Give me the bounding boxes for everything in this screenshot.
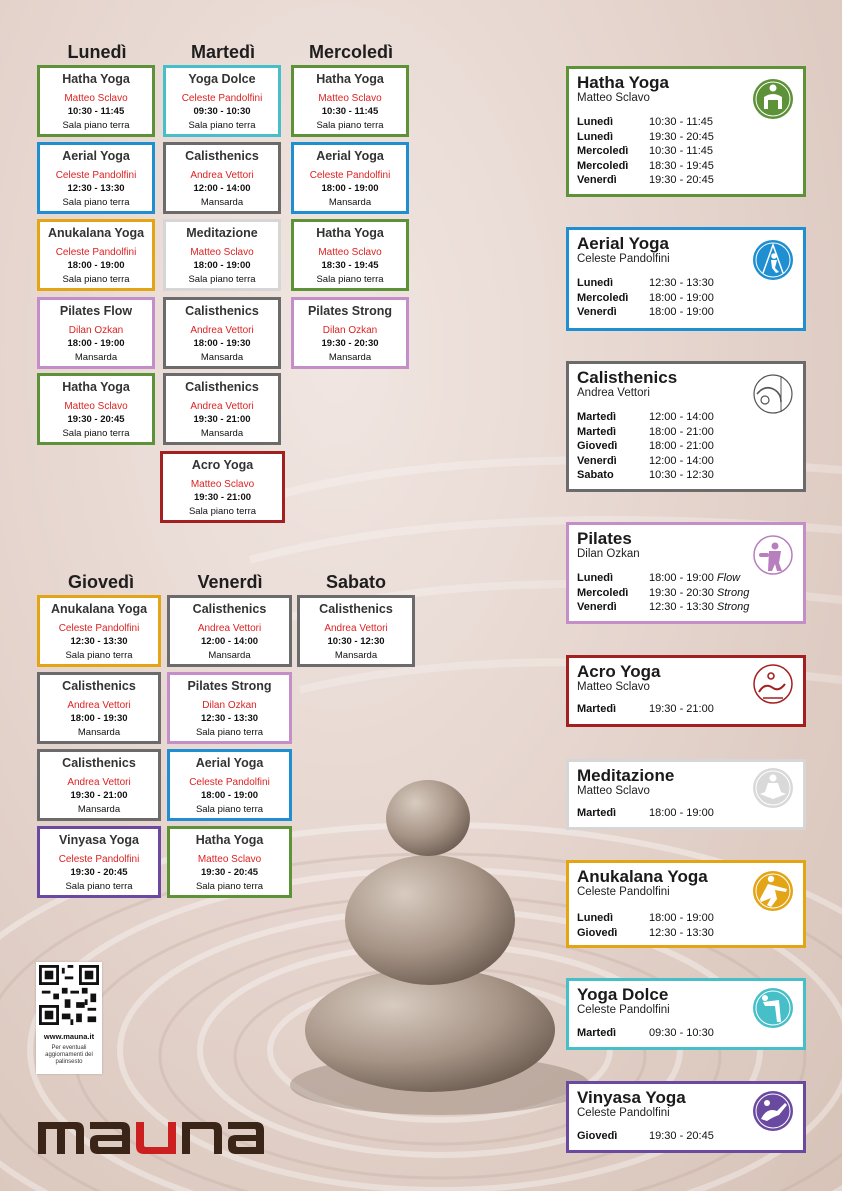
legend-time: 10:30 - 12:30 <box>649 469 714 481</box>
class-room: Mansarda <box>77 726 121 738</box>
class-teacher: Celeste Pandolfini <box>55 246 137 258</box>
legend-time: 12:30 - 13:30 <box>649 601 714 613</box>
acro-yoga-icon <box>751 662 795 706</box>
legend-day: Mercoledì <box>577 159 629 172</box>
legend-row <box>577 600 795 615</box>
class-title: Aerial Yoga <box>195 756 264 770</box>
class-title: Hatha Yoga <box>62 72 130 86</box>
class-room: Sala piano terra <box>65 880 133 892</box>
day-header-giovedi: Giovedì <box>67 572 134 592</box>
class-title: Calisthenics <box>62 679 136 693</box>
legend-card-hatha-yoga <box>566 66 806 197</box>
class-time: 18:00 - 19:00 <box>67 338 125 350</box>
class-time: 10:30 - 11:45 <box>321 106 379 118</box>
legend-title: Meditazione <box>577 766 675 785</box>
class-time: 12:30 - 13:30 <box>70 636 128 648</box>
pilates-icon <box>751 533 795 577</box>
legend-row <box>577 911 795 926</box>
class-card <box>163 373 281 445</box>
legend-teacher: Matteo Sclavo <box>577 681 650 693</box>
class-teacher: Andrea Vettori <box>190 400 254 412</box>
class-teacher: Matteo Sclavo <box>190 478 255 490</box>
legend-row <box>577 159 795 174</box>
meditation-icon <box>751 766 795 810</box>
legend-day: Mercoledì <box>577 291 629 304</box>
class-card <box>163 65 281 137</box>
class-card <box>291 297 409 369</box>
legend-day: Lunedì <box>577 116 614 128</box>
class-time: 18:30 - 19:45 <box>321 260 379 272</box>
class-card <box>37 373 155 445</box>
class-time: 12:30 - 13:30 <box>67 183 125 195</box>
legend-day: Lunedì <box>577 130 614 143</box>
legend-row <box>577 586 795 601</box>
class-title: Hatha Yoga <box>316 72 384 86</box>
legend-day: Lunedì <box>577 912 614 924</box>
class-room: Mansarda <box>200 427 244 439</box>
legend-row <box>577 291 795 306</box>
legend-day: Martedì <box>577 411 617 423</box>
class-room: Sala piano terra <box>188 505 257 517</box>
legend-day: Venerdì <box>577 306 617 318</box>
class-teacher: Dilan Ozkan <box>322 324 378 336</box>
class-room: Sala piano terra <box>62 119 130 131</box>
class-card <box>167 672 292 744</box>
class-card <box>167 749 292 821</box>
legend-note: Flow <box>716 572 741 584</box>
yoga-dolce-icon <box>751 986 795 1030</box>
class-teacher: Celeste Pandolfini <box>309 169 391 181</box>
class-title: Hatha Yoga <box>195 833 264 847</box>
class-title: Hatha Yoga <box>62 380 130 394</box>
class-time: 19:30 - 21:00 <box>70 790 128 802</box>
legend-teacher: Celeste Pandolfini <box>577 886 670 898</box>
legend-title: Aerial Yoga <box>577 234 669 253</box>
class-teacher: Celeste Pandolfini <box>58 622 140 634</box>
class-time: 18:00 - 19:00 <box>67 260 125 272</box>
legend-day: Sabato <box>577 469 614 481</box>
legend-time: 18:00 - 19:00 <box>649 306 714 318</box>
class-title: Aerial Yoga <box>62 149 130 163</box>
class-card <box>37 826 161 898</box>
class-teacher: Celeste Pandolfini <box>55 169 137 181</box>
class-room: Mansarda <box>208 649 251 661</box>
class-title: Meditazione <box>186 226 258 240</box>
class-teacher: Andrea Vettori <box>67 776 131 788</box>
class-time: 19:30 - 20:30 <box>321 338 379 350</box>
class-room: Mansarda <box>74 351 118 363</box>
day-header-lunedi: Lunedì <box>67 42 127 62</box>
class-card <box>37 142 155 214</box>
class-title: Calisthenics <box>62 756 136 770</box>
day-header-martedi: Martedì <box>190 42 255 62</box>
class-title: Aerial Yoga <box>316 149 384 163</box>
legend-teacher: Andrea Vettori <box>577 387 650 399</box>
legend-time: 19:30 - 21:00 <box>649 703 714 715</box>
legend-day: Giovedì <box>577 440 618 452</box>
legend-teacher: Celeste Pandolfini <box>577 253 670 265</box>
legend-title: Acro Yoga <box>577 662 661 681</box>
class-title: Yoga Dolce <box>188 72 256 86</box>
class-room: Mansarda <box>328 196 372 208</box>
class-time: 18:00 - 19:00 <box>200 790 259 802</box>
legend-day: Giovedì <box>577 1130 618 1142</box>
hatha-yoga-icon <box>751 77 795 121</box>
legend-card-pilates <box>566 522 806 624</box>
class-teacher: Celeste Pandolfini <box>58 853 140 865</box>
legend-time: 19:30 - 20:45 <box>649 130 714 143</box>
legend-row <box>577 173 795 188</box>
class-title: Hatha Yoga <box>316 226 384 240</box>
class-teacher: Andrea Vettori <box>324 622 388 634</box>
legend-teacher: Matteo Sclavo <box>577 785 650 797</box>
class-title: Anukalana Yoga <box>47 226 145 240</box>
class-time: 19:30 - 20:45 <box>70 867 128 879</box>
class-room: Sala piano terra <box>62 273 130 285</box>
legend-title: Hatha Yoga <box>577 73 669 92</box>
class-room: Sala piano terra <box>188 119 256 131</box>
class-card <box>297 595 415 667</box>
class-teacher: Dilan Ozkan <box>202 699 257 711</box>
legend-day: Giovedì <box>577 926 618 939</box>
class-card <box>37 297 155 369</box>
legend-day: Mercoledì <box>577 586 629 599</box>
class-time: 18:00 - 19:30 <box>70 713 128 725</box>
class-card <box>291 65 409 137</box>
class-title: Vinyasa Yoga <box>59 833 139 847</box>
class-title: Calisthenics <box>185 149 259 163</box>
class-room: Sala piano terra <box>62 196 130 208</box>
legend-day: Lunedì <box>577 572 614 584</box>
class-title: Calisthenics <box>319 602 393 616</box>
class-title: Calisthenics <box>185 380 259 394</box>
legend-day: Martedì <box>577 807 617 819</box>
legend-card-aerial-yoga <box>566 227 806 331</box>
class-teacher: Matteo Sclavo <box>64 92 128 104</box>
legend-row <box>577 144 795 159</box>
class-title: Calisthenics <box>192 602 267 616</box>
legend-time: 09:30 - 10:30 <box>649 1027 714 1039</box>
class-teacher: Matteo Sclavo <box>318 92 382 104</box>
class-teacher: Matteo Sclavo <box>64 400 128 412</box>
class-title: Pilates Strong <box>307 304 393 318</box>
aerial-yoga-icon <box>751 238 795 282</box>
qr-code[interactable] <box>39 965 99 1025</box>
class-room: Mansarda <box>334 649 378 661</box>
legend-teacher: Celeste Pandolfini <box>577 1004 670 1016</box>
legend-time: 18:00 - 21:00 <box>649 440 714 452</box>
class-time: 09:30 - 10:30 <box>193 106 251 118</box>
class-card <box>37 749 161 821</box>
class-room: Sala piano terra <box>195 880 264 892</box>
legend-row <box>577 439 795 454</box>
legend-time: 18:00 - 19:00 <box>649 572 714 584</box>
legend-card-calisthenics <box>566 361 806 492</box>
class-teacher: Matteo Sclavo <box>197 853 262 865</box>
class-room: Sala piano terra <box>65 649 133 661</box>
class-room: Sala piano terra <box>195 803 264 815</box>
class-room: Sala piano terra <box>195 726 264 738</box>
qr-url: www.mauna.it <box>43 1032 95 1041</box>
class-card <box>163 297 281 369</box>
class-time: 10:30 - 11:45 <box>67 106 125 118</box>
class-room: Mansarda <box>200 196 244 208</box>
class-room: Sala piano terra <box>62 427 130 439</box>
legend-teacher: Celeste Pandolfini <box>577 1107 670 1119</box>
legend-time: 12:00 - 14:00 <box>649 454 714 467</box>
day-header-venerdi: Venerdì <box>197 572 263 592</box>
legend-title: Yoga Dolce <box>577 985 669 1004</box>
class-card <box>37 219 155 291</box>
class-card <box>291 219 409 291</box>
qr-note: Per eventuali aggiornamenti del palinsesto <box>45 1045 93 1065</box>
class-teacher: Celeste Pandolfini <box>189 776 270 788</box>
class-time: 18:00 - 19:00 <box>193 260 251 272</box>
class-room: Sala piano terra <box>316 273 384 285</box>
class-card <box>37 672 161 744</box>
class-card <box>163 142 281 214</box>
class-title: Pilates Strong <box>187 679 272 693</box>
class-time: 10:30 - 12:30 <box>327 636 385 648</box>
legend-time: 12:00 - 14:00 <box>649 411 714 423</box>
class-card <box>37 65 155 137</box>
legend-day: Venerdì <box>577 454 617 467</box>
class-room: Mansarda <box>328 351 372 363</box>
class-room: Sala piano terra <box>188 273 256 285</box>
legend-time: 18:00 - 21:00 <box>649 425 714 438</box>
legend-card-anukalana-yoga <box>566 860 806 948</box>
class-title: Anukalana Yoga <box>50 602 148 616</box>
legend-day: Lunedì <box>577 277 614 289</box>
anukalana-yoga-icon <box>751 869 795 913</box>
legend-note: Strong <box>716 586 750 599</box>
legend-day: Martedì <box>577 703 617 715</box>
class-title: Calisthenics <box>185 304 259 318</box>
mauna-logo <box>36 1114 266 1160</box>
class-room: Sala piano terra <box>316 119 384 131</box>
legend-time: 19:30 - 20:45 <box>649 1130 714 1142</box>
class-card <box>291 142 409 214</box>
class-room: Mansarda <box>200 351 244 363</box>
legend-title: Vinyasa Yoga <box>577 1088 686 1107</box>
legend-card-acro-yoga <box>566 655 806 727</box>
class-card <box>163 219 281 291</box>
class-time: 18:00 - 19:00 <box>321 183 379 195</box>
legend-day: Martedì <box>577 1027 617 1039</box>
vinyasa-yoga-icon <box>751 1089 795 1133</box>
class-teacher: Andrea Vettori <box>67 699 131 711</box>
day-header-sabato: Sabato <box>325 572 386 592</box>
class-card <box>167 826 292 898</box>
class-time: 12:30 - 13:30 <box>200 713 259 725</box>
legend-teacher: Dilan Ozkan <box>577 548 640 560</box>
class-teacher: Andrea Vettori <box>197 622 262 634</box>
legend-title: Calisthenics <box>577 368 678 387</box>
class-teacher: Matteo Sclavo <box>318 246 382 258</box>
legend-row <box>577 425 795 440</box>
legend-teacher: Matteo Sclavo <box>577 92 650 104</box>
legend-card-meditazione <box>566 759 806 830</box>
class-title: Acro Yoga <box>191 458 254 472</box>
class-teacher: Dilan Ozkan <box>68 324 124 336</box>
class-time: 19:30 - 20:45 <box>67 414 125 426</box>
legend-row <box>577 468 795 483</box>
legend-note: Strong <box>716 601 750 613</box>
class-teacher: Celeste Pandolfini <box>181 92 263 104</box>
class-teacher: Andrea Vettori <box>190 324 254 336</box>
legend-row <box>577 130 795 145</box>
calisthenics-icon <box>751 372 795 416</box>
legend-time: 18:00 - 19:00 <box>649 912 714 924</box>
class-room: Mansarda <box>77 803 121 815</box>
class-teacher: Andrea Vettori <box>190 169 254 181</box>
legend-time: 18:30 - 19:45 <box>649 159 714 172</box>
legend-time: 12:30 - 13:30 <box>649 277 714 289</box>
day-header-mercoledi: Mercoledì <box>308 42 394 62</box>
legend-day: Martedì <box>577 425 617 438</box>
legend-day: Venerdì <box>577 174 617 186</box>
legend-day: Mercoledì <box>577 145 629 157</box>
legend-row <box>577 926 795 941</box>
class-title: Pilates Flow <box>59 304 133 318</box>
legend-day: Venerdì <box>577 601 617 613</box>
qr-code-box[interactable] <box>36 962 102 1074</box>
legend-time: 19:30 - 20:45 <box>649 174 714 186</box>
class-time: 12:00 - 14:00 <box>193 183 251 195</box>
class-time: 18:00 - 19:30 <box>193 338 251 350</box>
class-card <box>167 595 292 667</box>
legend-time: 10:30 - 11:45 <box>649 116 714 128</box>
class-time: 19:30 - 21:00 <box>193 492 252 504</box>
legend-row <box>577 454 795 469</box>
class-time: 19:30 - 21:00 <box>193 414 251 426</box>
legend-card-vinyasa-yoga <box>566 1081 806 1153</box>
legend-time: 18:00 - 19:00 <box>649 807 714 819</box>
legend-time: 12:30 - 13:30 <box>649 926 714 939</box>
class-card <box>160 451 285 523</box>
legend-time: 10:30 - 11:45 <box>649 145 714 157</box>
legend-row <box>577 305 795 320</box>
legend-time: 18:00 - 19:00 <box>649 291 714 304</box>
class-time: 19:30 - 20:45 <box>200 867 259 879</box>
class-time: 12:00 - 14:00 <box>200 636 259 648</box>
legend-title: Anukalana Yoga <box>577 867 708 886</box>
legend-title: Pilates <box>577 529 632 548</box>
class-teacher: Matteo Sclavo <box>190 246 254 258</box>
class-card <box>37 595 161 667</box>
legend-card-yoga-dolce <box>566 978 806 1050</box>
legend-time: 19:30 - 20:30 <box>649 586 714 599</box>
